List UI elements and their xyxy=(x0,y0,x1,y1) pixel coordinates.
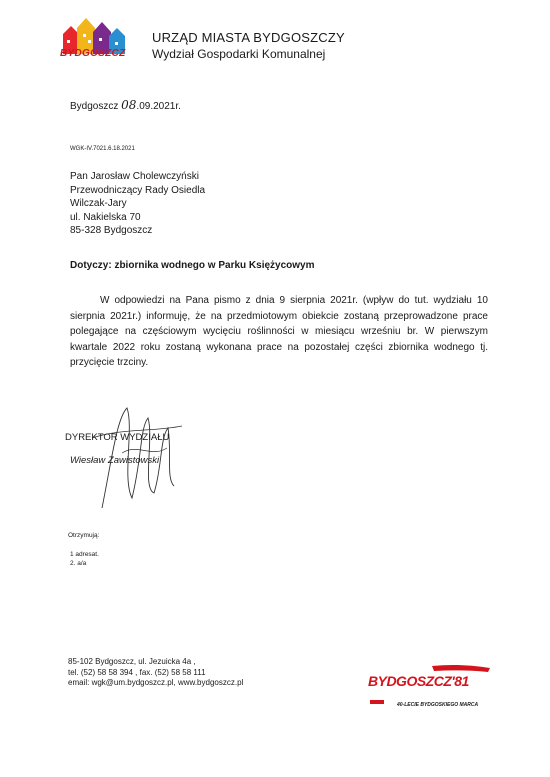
footer-phone: tel. (52) 58 58 394 , fax. (52) 58 58 111 xyxy=(68,667,206,677)
recipient-role: Przewodniczący Rady Osiedla xyxy=(70,184,206,196)
department-name: Wydział Gospodarki Komunalnej xyxy=(152,47,326,61)
recipients-label: Otrzymują: xyxy=(68,532,100,539)
anniversary-subtitle: 40-LECIE BYDGOSKIEGO MARCA xyxy=(397,702,479,708)
date-day-handwritten: 08 xyxy=(121,98,137,112)
recipient-item: 1 adresat. xyxy=(70,551,99,558)
logo-wordmark: BYDGOSZCZ xyxy=(60,48,126,59)
recipient-area: Wilczak-Jary xyxy=(70,198,127,209)
recipient-city: 85-328 Bydgoszcz xyxy=(70,225,153,236)
signatory-name: Wiesław Zawistowski xyxy=(70,455,160,466)
office-contact-footer xyxy=(68,657,243,689)
footer-address: 85-102 Bydgoszcz, ul. Jezuicka 4a , xyxy=(68,657,196,666)
letter-date xyxy=(70,98,181,112)
recipient-street: ul. Nakielska 70 xyxy=(70,211,141,223)
recipient-address xyxy=(70,170,205,238)
recipient-item: 2. a/a xyxy=(70,560,87,567)
office-title: URZĄD MIASTA BYDGOSZCZY xyxy=(152,30,345,45)
date-rest: .09.2021r. xyxy=(136,101,181,112)
letter-subject: Dotyczy: zbiornika wodnego w Parku Księżycowym xyxy=(70,260,315,271)
reference-number: WGK-IV.7021.6.18.2021 xyxy=(70,146,135,152)
signatory-role: DYREKTOR WYDZIAŁU xyxy=(65,432,170,443)
recipients-list xyxy=(70,550,99,568)
recipient-name: Pan Jarosław Cholewczyński xyxy=(70,171,199,182)
anniversary-wordmark: BYDGOSZCZ'81 xyxy=(368,673,469,689)
letter-body: W odpowiedzi na Pana pismo z dnia 9 sierpnia 2021r. (wpływ do tut. wydziału 10 sierpnia 2021r.) informuję, że na przedmiotowym obiekcie zostaną przeprowadzone prace polegające na częściowym wycięciu roślinności w miesiącu wrześniu br. W pierwszym kwartale 2022 roku zostaną wykonana prace na pozostałej części zbiornika wodnego tj. przycięcie trzciny. xyxy=(70,295,488,368)
footer-email: email: wgk@um.bydgoszcz.pl, www.bydgoszcz.pl xyxy=(68,678,244,687)
date-place: Bydgoszcz xyxy=(70,101,119,112)
